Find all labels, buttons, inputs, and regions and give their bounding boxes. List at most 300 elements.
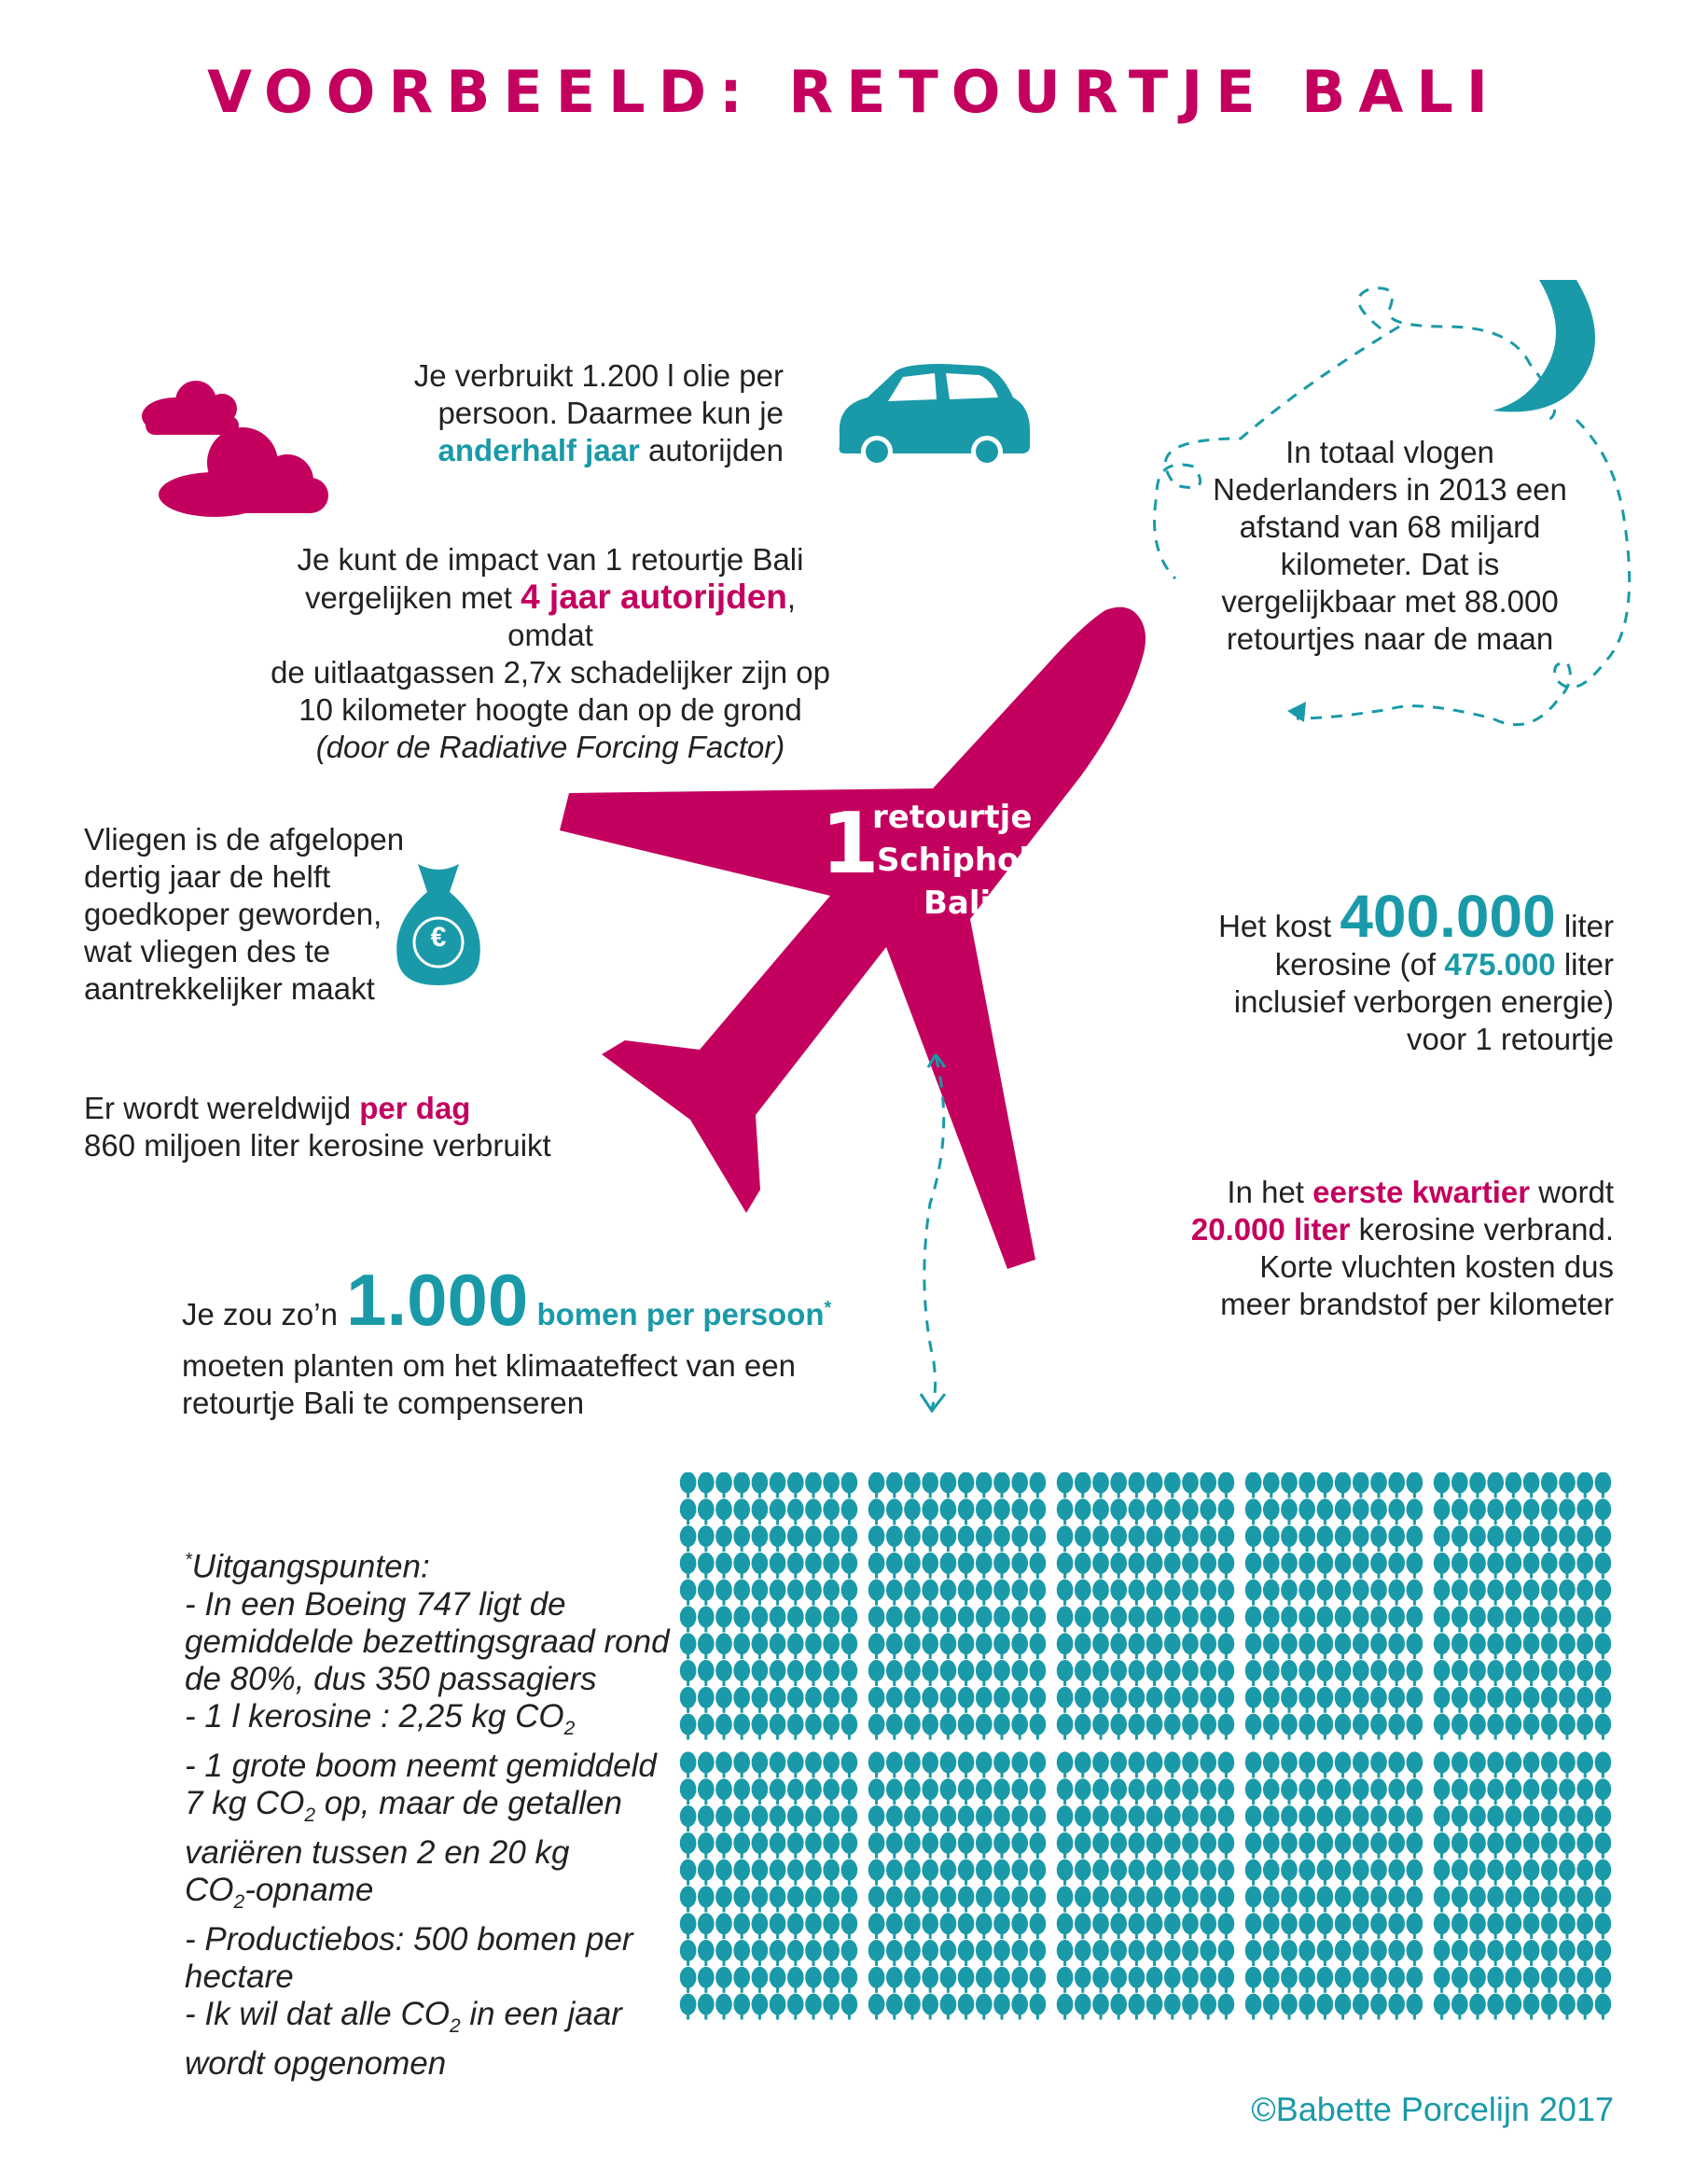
- tree-icon: [680, 1860, 697, 1886]
- tree-icon: [1487, 1805, 1504, 1832]
- tree-icon: [922, 1687, 938, 1713]
- tree-icon: [1370, 1913, 1387, 1939]
- tree-icon: [922, 1472, 938, 1498]
- tree-icon: [1576, 1633, 1593, 1659]
- tree-icon: [1011, 1606, 1028, 1632]
- tree-icon: [770, 1994, 786, 2020]
- tree-icon: [1388, 1660, 1405, 1686]
- tree-icon: [940, 1751, 957, 1777]
- tree-icon: [1576, 1778, 1593, 1805]
- tree-icon: [1388, 1805, 1405, 1832]
- tree-icon: [1092, 1687, 1109, 1713]
- tree-icon: [823, 1660, 840, 1686]
- tree-icon: [904, 1553, 921, 1579]
- tree-icon: [1110, 1778, 1127, 1805]
- tree-icon: [1075, 1833, 1091, 1859]
- tree-icon: [1218, 1913, 1235, 1939]
- tree-icon: [680, 1994, 697, 2020]
- tree-icon: [1541, 1633, 1558, 1659]
- tree-icon: [993, 1687, 1010, 1713]
- tree-icon: [1245, 1687, 1262, 1713]
- tree-icon: [1281, 1967, 1298, 1993]
- tree-icon: [1523, 1580, 1540, 1606]
- tree-icon: [698, 1940, 715, 1966]
- tree-icon: [922, 1553, 938, 1579]
- tree-icon: [1030, 1606, 1047, 1632]
- tree-icon: [1487, 1498, 1504, 1525]
- tree-icon: [1506, 1805, 1522, 1832]
- tree-icon: [976, 1498, 993, 1525]
- tree-icon: [805, 1526, 822, 1552]
- tree-icon: [1164, 1633, 1181, 1659]
- tree-icon: [1200, 1498, 1216, 1525]
- tree-icon: [1075, 1940, 1091, 1966]
- tree-icon: [1075, 1994, 1091, 2020]
- tree-icon: [823, 1633, 840, 1659]
- tree-icon: [1146, 1778, 1163, 1805]
- tree-icon: [715, 1886, 732, 1912]
- tree-icon: [1523, 1940, 1540, 1966]
- tree-icon: [976, 1606, 993, 1632]
- tree-icon: [1559, 1940, 1576, 1966]
- tree-icon: [1164, 1687, 1181, 1713]
- tree-icon: [680, 1472, 697, 1498]
- tree-icon: [680, 1633, 697, 1659]
- tree-icon: [1281, 1472, 1298, 1498]
- tree-icon: [1576, 1498, 1593, 1525]
- tree-icon: [922, 1913, 938, 1939]
- tree-icon: [752, 1913, 769, 1939]
- tree-icon: [1092, 1714, 1109, 1740]
- tree-icon: [1506, 1660, 1522, 1686]
- tree-icon: [1200, 1860, 1216, 1886]
- tree-icon: [752, 1660, 769, 1686]
- tree-icon: [1407, 1967, 1423, 1993]
- tree-icon: [1281, 1714, 1298, 1740]
- tree-icon: [1146, 1940, 1163, 1966]
- tree-icon: [1182, 1472, 1199, 1498]
- tree-icon: [1245, 1778, 1262, 1805]
- tree-icon: [1595, 1967, 1612, 1993]
- tree-icon: [1057, 1913, 1074, 1939]
- tree-icon: [1317, 1860, 1334, 1886]
- tree-icon: [1317, 1633, 1334, 1659]
- tree-icon: [823, 1886, 840, 1912]
- tree-icon: [1506, 1860, 1522, 1886]
- tree-icon: [1110, 1633, 1127, 1659]
- tree-icon: [1353, 1714, 1369, 1740]
- tree-icon: [1030, 1751, 1047, 1777]
- tree-icon: [1335, 1805, 1352, 1832]
- tree-icon: [958, 1751, 975, 1777]
- tree-icon: [1559, 1526, 1576, 1552]
- tree-icon: [1487, 1660, 1504, 1686]
- tree-icon: [1245, 1472, 1262, 1498]
- tree-icon: [787, 1526, 804, 1552]
- tree-icon: [1263, 1660, 1280, 1686]
- tree-icon: [1523, 1714, 1540, 1740]
- tree-icon: [1011, 1714, 1028, 1740]
- tree-icon: [1057, 1860, 1074, 1886]
- tree-icon: [698, 1498, 715, 1525]
- tree-icon: [1092, 1913, 1109, 1939]
- tree-icon: [770, 1714, 786, 1740]
- tree-icon: [940, 1886, 957, 1912]
- tree-icon: [1182, 1751, 1199, 1777]
- tree-icon: [1110, 1580, 1127, 1606]
- tree-icon: [1129, 1833, 1146, 1859]
- tree-icon: [733, 1553, 750, 1579]
- tree-icon: [1595, 1472, 1612, 1498]
- tree-icon: [1487, 1553, 1504, 1579]
- tree-icon: [698, 1860, 715, 1886]
- tree-icon: [1469, 1660, 1486, 1686]
- tree-icon: [1092, 1994, 1109, 2020]
- tree-icon: [1595, 1580, 1612, 1606]
- tree-icon: [1200, 1805, 1216, 1832]
- tree-icon: [940, 1805, 957, 1832]
- tree-icon: [1451, 1994, 1468, 2020]
- tree-icon: [1110, 1940, 1127, 1966]
- tree-icon: [958, 1687, 975, 1713]
- tree-icon: [1451, 1805, 1468, 1832]
- tree-icon: [1353, 1967, 1369, 1993]
- tree-icon: [1595, 1751, 1612, 1777]
- tree-icon: [1523, 1472, 1540, 1498]
- tree-icon: [1559, 1994, 1576, 2020]
- tree-icon: [841, 1913, 858, 1939]
- tree-icon: [1370, 1967, 1387, 1993]
- tree-icon: [1434, 1687, 1451, 1713]
- tree-icon: [976, 1833, 993, 1859]
- tree-icon: [1353, 1526, 1369, 1552]
- tree-icon: [841, 1994, 858, 2020]
- tree-icon: [733, 1606, 750, 1632]
- tree-icon: [680, 1886, 697, 1912]
- tree-icon: [1129, 1805, 1146, 1832]
- tree-icon: [1129, 1860, 1146, 1886]
- tree-icon: [958, 1994, 975, 2020]
- tree-icon: [1451, 1553, 1468, 1579]
- tree-icon: [1407, 1526, 1423, 1552]
- tree-icon: [1298, 1994, 1315, 2020]
- tree-icon: [886, 1833, 903, 1859]
- tree-icon: [715, 1833, 732, 1859]
- tree-icon: [1523, 1660, 1540, 1686]
- tree-icon: [886, 1687, 903, 1713]
- tree-icon: [1353, 1660, 1369, 1686]
- tree-icon: [1245, 1940, 1262, 1966]
- tree-icon: [1353, 1860, 1369, 1886]
- tree-icon: [770, 1967, 786, 1993]
- tree-icon: [770, 1687, 786, 1713]
- tree-icon: [1353, 1778, 1369, 1805]
- tree-icon: [1506, 1580, 1522, 1606]
- tree-icon: [1595, 1498, 1612, 1525]
- tree-icon: [1110, 1860, 1127, 1886]
- tree-icon: [1451, 1860, 1468, 1886]
- tree-icon: [922, 1778, 938, 1805]
- tree-icon: [1164, 1886, 1181, 1912]
- tree-icon: [868, 1860, 885, 1886]
- tree-icon: [1057, 1660, 1074, 1686]
- tree-icon: [1200, 1633, 1216, 1659]
- tree-icon: [1263, 1687, 1280, 1713]
- tree-icon: [823, 1805, 840, 1832]
- tree-icon: [958, 1606, 975, 1632]
- tree-icon: [1281, 1526, 1298, 1552]
- tree-icon: [904, 1860, 921, 1886]
- tree-icon: [1200, 1940, 1216, 1966]
- tree-icon: [680, 1751, 697, 1777]
- tree-icon: [1388, 1553, 1405, 1579]
- tree-icon: [1576, 1940, 1593, 1966]
- clouds-icon: [138, 373, 353, 523]
- tree-icon: [1317, 1913, 1334, 1939]
- tree-icon: [1263, 1778, 1280, 1805]
- tree-icon: [1182, 1778, 1199, 1805]
- tree-icon: [1576, 1751, 1593, 1777]
- tree-icon: [805, 1687, 822, 1713]
- tree-icon: [1370, 1833, 1387, 1859]
- tree-icon: [1353, 1633, 1369, 1659]
- tree-icon: [823, 1580, 840, 1606]
- tree-icon: [1317, 1580, 1334, 1606]
- tree-icon: [904, 1660, 921, 1686]
- tree-icon: [715, 1660, 732, 1686]
- tree-icon: [1182, 1860, 1199, 1886]
- tree-icon: [1200, 1472, 1216, 1498]
- tree-icon: [1146, 1967, 1163, 1993]
- tree-icon: [886, 1886, 903, 1912]
- tree-icon: [1245, 1967, 1262, 1993]
- tree-icon: [1030, 1633, 1047, 1659]
- tree-icon: [1164, 1498, 1181, 1525]
- tree-icon: [1263, 1886, 1280, 1912]
- tree-icon: [823, 1687, 840, 1713]
- tree-icon: [1506, 1994, 1522, 2020]
- tree-icon: [1011, 1472, 1028, 1498]
- tree-icon: [1182, 1833, 1199, 1859]
- tree-icon: [1523, 1751, 1540, 1777]
- tree-icon: [886, 1913, 903, 1939]
- tree-icon: [680, 1805, 697, 1832]
- tree-icon: [805, 1660, 822, 1686]
- tree-icon: [680, 1660, 697, 1686]
- tree-icon: [940, 1633, 957, 1659]
- tree-icon: [886, 1472, 903, 1498]
- tree-icon: [1092, 1940, 1109, 1966]
- tree-icon: [1092, 1805, 1109, 1832]
- tree-icon: [958, 1472, 975, 1498]
- tree-icon: [886, 1751, 903, 1777]
- tree-icon: [1263, 1860, 1280, 1886]
- tree-icon: [1057, 1526, 1074, 1552]
- tree-icon: [1200, 1778, 1216, 1805]
- tree-icon: [1434, 1553, 1451, 1579]
- tree-icon: [1182, 1606, 1199, 1632]
- tree-icon: [1075, 1472, 1091, 1498]
- tree-icon: [823, 1526, 840, 1552]
- tree-icon: [1434, 1633, 1451, 1659]
- tree-icon: [993, 1660, 1010, 1686]
- tree-icon: [805, 1994, 822, 2020]
- tree-icon: [1092, 1660, 1109, 1686]
- tree-icon: [841, 1967, 858, 1993]
- tree-icon: [922, 1994, 938, 2020]
- tree-icon: [733, 1498, 750, 1525]
- tree-icon: [1487, 1913, 1504, 1939]
- tree-icon: [868, 1687, 885, 1713]
- tree-icon: [1353, 1580, 1369, 1606]
- tree-icon: [1146, 1913, 1163, 1939]
- tree-icon: [1523, 1833, 1540, 1859]
- tree-icon: [993, 1633, 1010, 1659]
- tree-icon: [1353, 1805, 1369, 1832]
- tree-icon: [1559, 1751, 1576, 1777]
- tree-icon: [1110, 1967, 1127, 1993]
- tree-icon: [1030, 1498, 1047, 1525]
- tree-icon: [1595, 1714, 1612, 1740]
- tree-icon: [1030, 1860, 1047, 1886]
- tree-icon: [1164, 1606, 1181, 1632]
- tree-icon: [805, 1833, 822, 1859]
- tree-icon: [1353, 1553, 1369, 1579]
- tree-icon: [1506, 1633, 1522, 1659]
- tree-icon: [1576, 1606, 1593, 1632]
- tree-icon: [1370, 1994, 1387, 2020]
- tree-icon: [1298, 1633, 1315, 1659]
- tree-icon: [1245, 1580, 1262, 1606]
- tree-icon: [1110, 1751, 1127, 1777]
- tree-icon: [1146, 1472, 1163, 1498]
- tree-icon: [1541, 1472, 1558, 1498]
- tree-icon: [1281, 1553, 1298, 1579]
- tree-icon: [1370, 1580, 1387, 1606]
- tree-icon: [841, 1886, 858, 1912]
- tree-icon: [733, 1994, 750, 2020]
- tree-icon: [1129, 1778, 1146, 1805]
- tree-icon: [1057, 1886, 1074, 1912]
- tree-icon: [958, 1553, 975, 1579]
- tree-icon: [1182, 1913, 1199, 1939]
- tree-icon: [733, 1886, 750, 1912]
- tree-icon: [1317, 1805, 1334, 1832]
- tree-icon: [715, 1940, 732, 1966]
- tree-icon: [787, 1472, 804, 1498]
- tree-icon: [1182, 1498, 1199, 1525]
- tree-icon: [958, 1526, 975, 1552]
- tree-icon: [1281, 1751, 1298, 1777]
- tree-icon: [733, 1967, 750, 1993]
- tree-icon: [1370, 1606, 1387, 1632]
- tree-icon: [976, 1886, 993, 1912]
- tree-icon: [1541, 1994, 1558, 2020]
- tree-icon: [1335, 1778, 1352, 1805]
- tree-icon: [1057, 1994, 1074, 2020]
- tree-icon: [1523, 1778, 1540, 1805]
- tree-icon: [752, 1778, 769, 1805]
- tree-icon: [1182, 1526, 1199, 1552]
- tree-icon: [1129, 1498, 1146, 1525]
- tree-icon: [1057, 1714, 1074, 1740]
- tree-icon: [733, 1660, 750, 1686]
- tree-icon: [940, 1580, 957, 1606]
- tree-icon: [1030, 1833, 1047, 1859]
- tree-icon: [1559, 1472, 1576, 1498]
- tree-icon: [1164, 1913, 1181, 1939]
- vertical-arrow-icon: [910, 1054, 965, 1418]
- tree-icon: [1469, 1994, 1486, 2020]
- tree-icon: [1218, 1778, 1235, 1805]
- tree-icon: [715, 1633, 732, 1659]
- tree-icon: [1263, 1833, 1280, 1859]
- tree-icon: [886, 1553, 903, 1579]
- tree-icon: [1200, 1913, 1216, 1939]
- tree-icon: [1092, 1606, 1109, 1632]
- tree-icon: [1388, 1913, 1405, 1939]
- tree-icon: [1487, 1633, 1504, 1659]
- tree-icon: [976, 1913, 993, 1939]
- tree-icon: [770, 1913, 786, 1939]
- tree-icon: [1388, 1860, 1405, 1886]
- tree-icon: [1182, 1994, 1199, 2020]
- tree-icon: [904, 1526, 921, 1552]
- tree-icon: [1146, 1886, 1163, 1912]
- tree-icon: [1317, 1553, 1334, 1579]
- tree-icon: [1451, 1751, 1468, 1777]
- tree-icon: [770, 1472, 786, 1498]
- tree-icon: [940, 1553, 957, 1579]
- tree-icon: [1487, 1860, 1504, 1886]
- tree-icon: [715, 1687, 732, 1713]
- tree-icon: [1182, 1660, 1199, 1686]
- tree-icon: [1559, 1913, 1576, 1939]
- tree-icon: [823, 1472, 840, 1498]
- tree-icon: [805, 1751, 822, 1777]
- tree-icon: [1200, 1553, 1216, 1579]
- tree-icon: [1298, 1580, 1315, 1606]
- tree-icon: [1075, 1751, 1091, 1777]
- car-icon: [830, 360, 1035, 467]
- tree-icon: [993, 1805, 1010, 1832]
- tree-icon: [1370, 1553, 1387, 1579]
- tree-icon: [1407, 1994, 1423, 2020]
- tree-icon: [1576, 1553, 1593, 1579]
- tree-icon: [976, 1633, 993, 1659]
- tree-icon: [1595, 1833, 1612, 1859]
- tree-icon: [752, 1886, 769, 1912]
- tree-icon: [1541, 1860, 1558, 1886]
- tree-icon: [1263, 1940, 1280, 1966]
- tree-icon: [1129, 1606, 1146, 1632]
- tree-icon: [1075, 1580, 1091, 1606]
- tree-icon: [1092, 1472, 1109, 1498]
- tree-icon: [1353, 1886, 1369, 1912]
- tree-icon: [1218, 1805, 1235, 1832]
- tree-icon: [1129, 1751, 1146, 1777]
- tree-icon: [1407, 1472, 1423, 1498]
- tree-icon: [940, 1994, 957, 2020]
- tree-icon: [1245, 1498, 1262, 1525]
- tree-icon: [922, 1660, 938, 1686]
- tree-icon: [940, 1498, 957, 1525]
- tree-icon: [1434, 1913, 1451, 1939]
- tree-icon: [940, 1860, 957, 1886]
- tree-icon: [1335, 1660, 1352, 1686]
- tree-icon: [733, 1580, 750, 1606]
- tree-icon: [1030, 1580, 1047, 1606]
